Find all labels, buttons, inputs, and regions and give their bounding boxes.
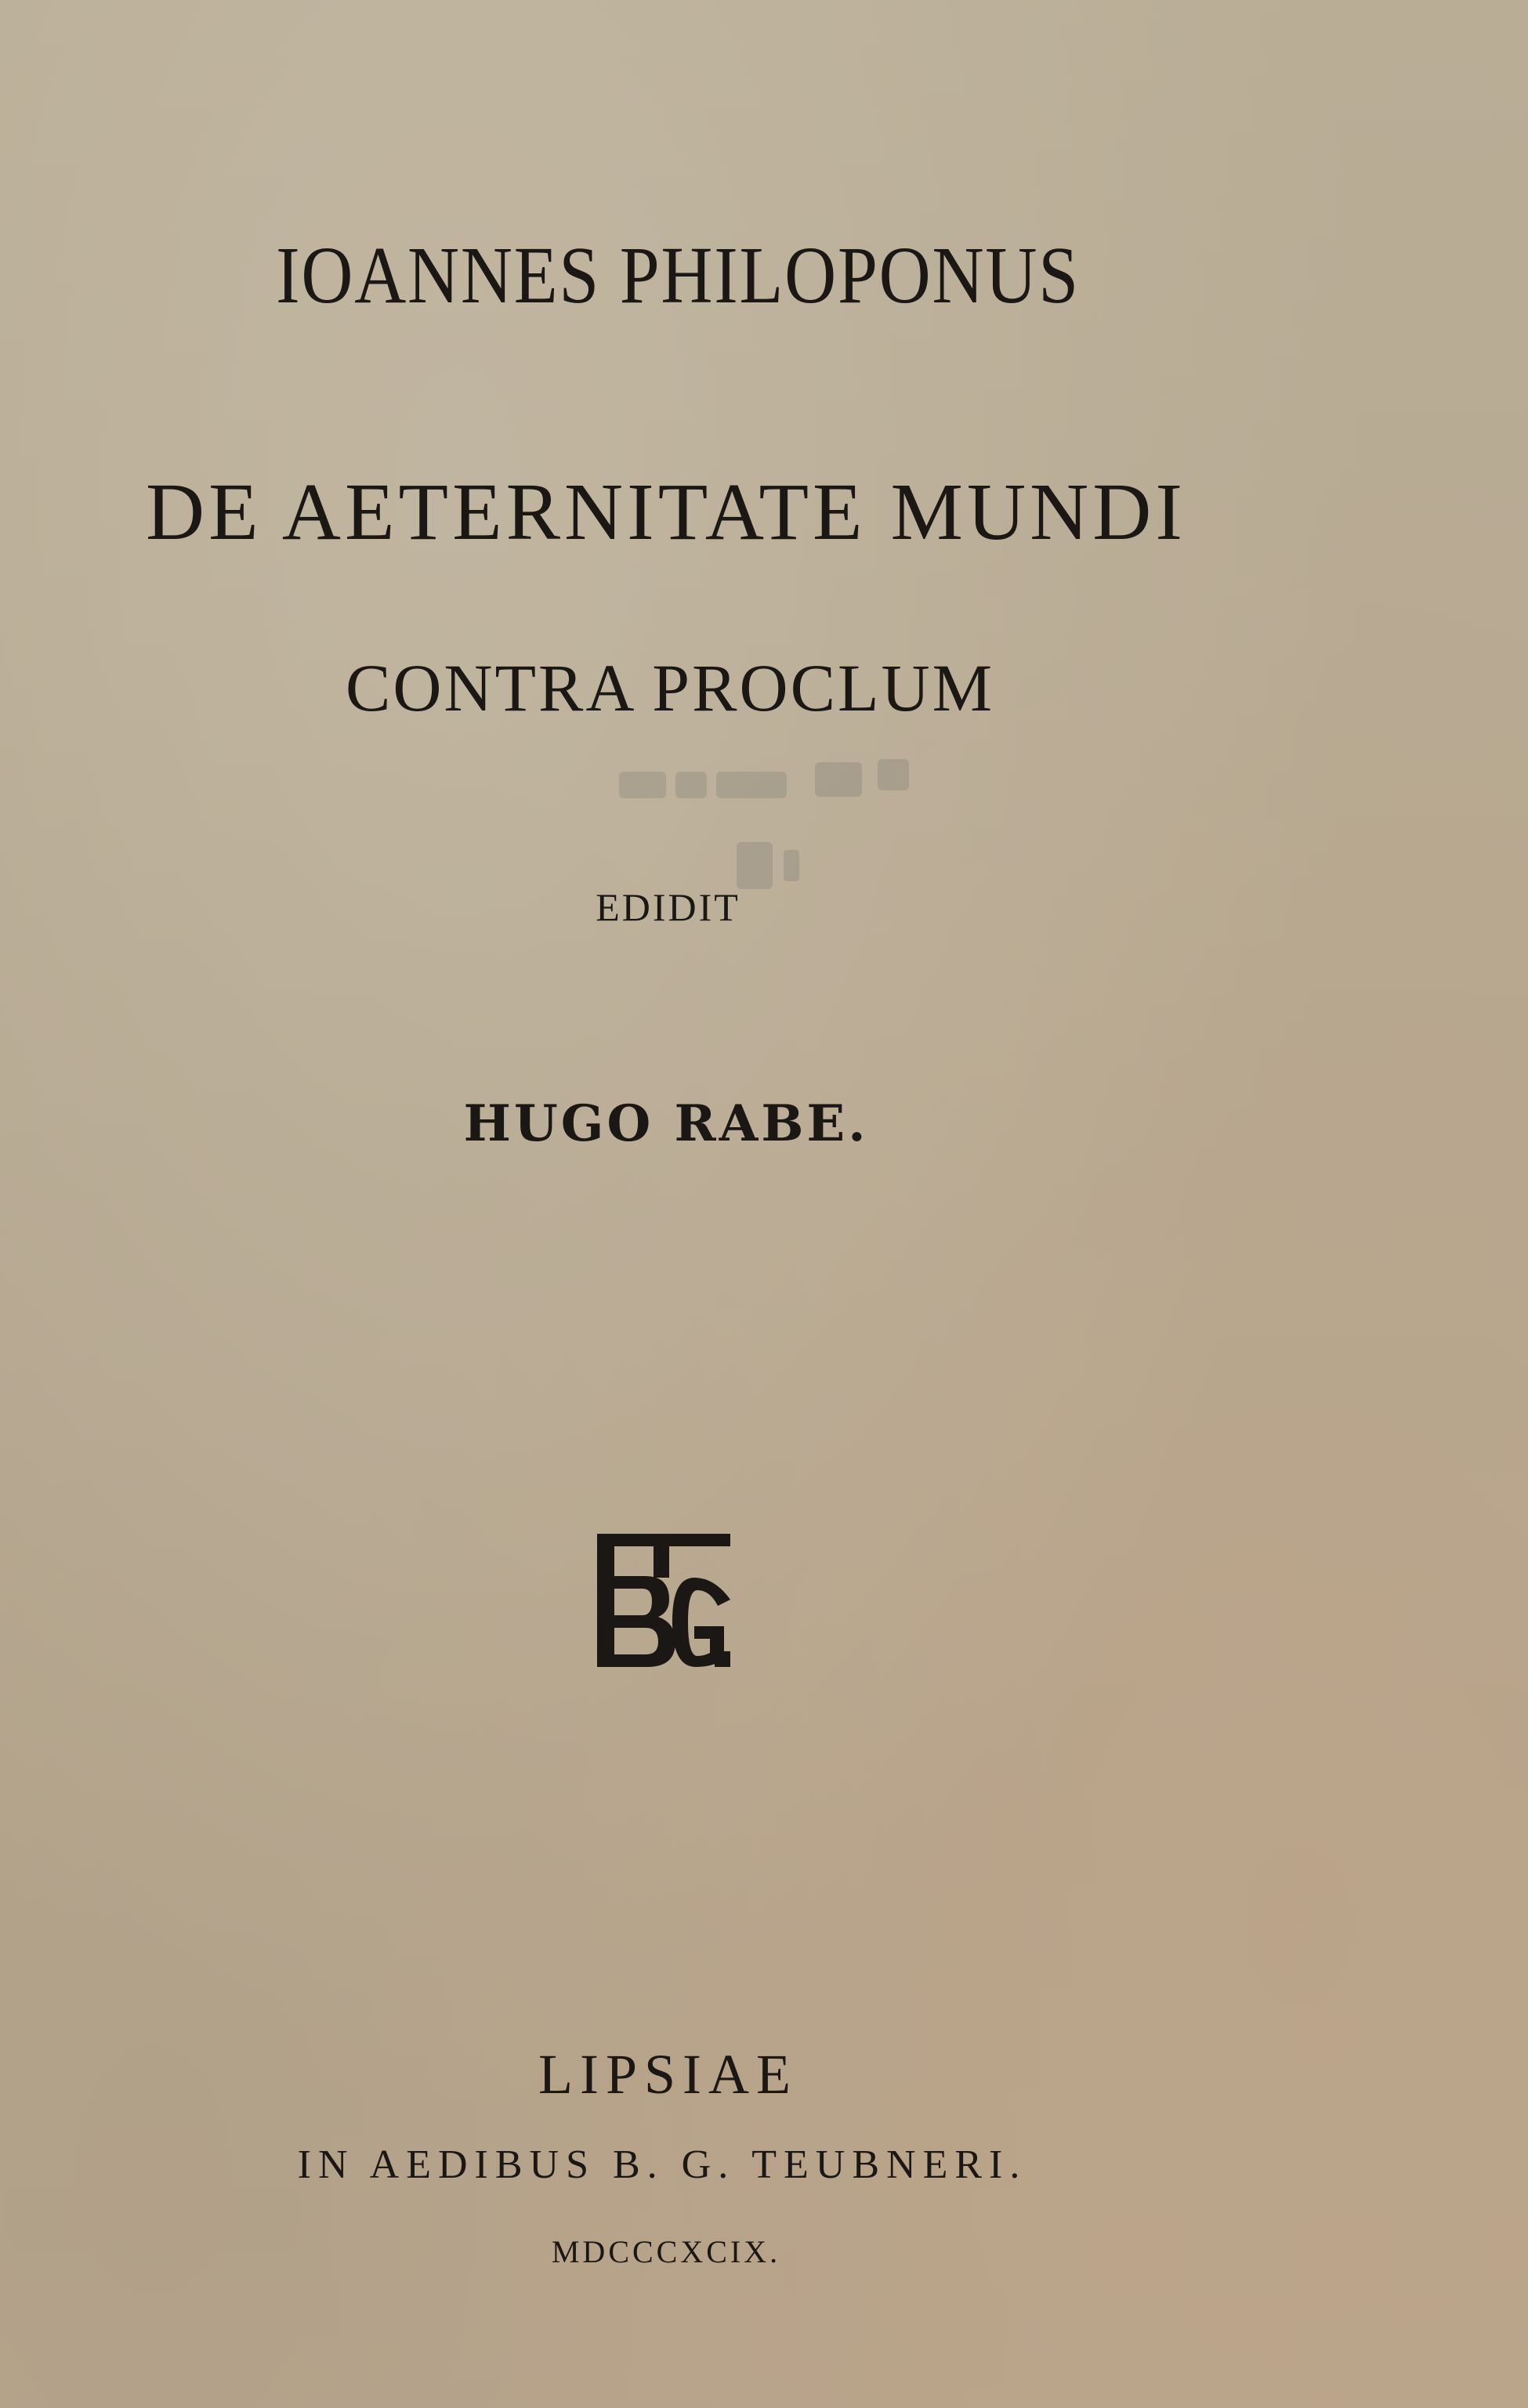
edidit-label: EDIDIT <box>596 885 740 929</box>
publisher-monogram-logo <box>597 1534 730 1667</box>
work-subtitle: CONTRA PROCLUM <box>345 650 995 725</box>
editor-name: HUGO RABE. <box>463 1094 869 1153</box>
author-name: IOANNES PHILOPONUS <box>276 230 1080 320</box>
work-title: DE AETERNITATE MUNDI <box>146 467 1186 557</box>
place-of-publication: LIPSIAE <box>538 2043 798 2106</box>
publication-year: MDCCCXCIX. <box>551 2234 781 2269</box>
publisher-line: IN AEDIBUS B. G. TEUBNERI. <box>297 2142 1027 2187</box>
